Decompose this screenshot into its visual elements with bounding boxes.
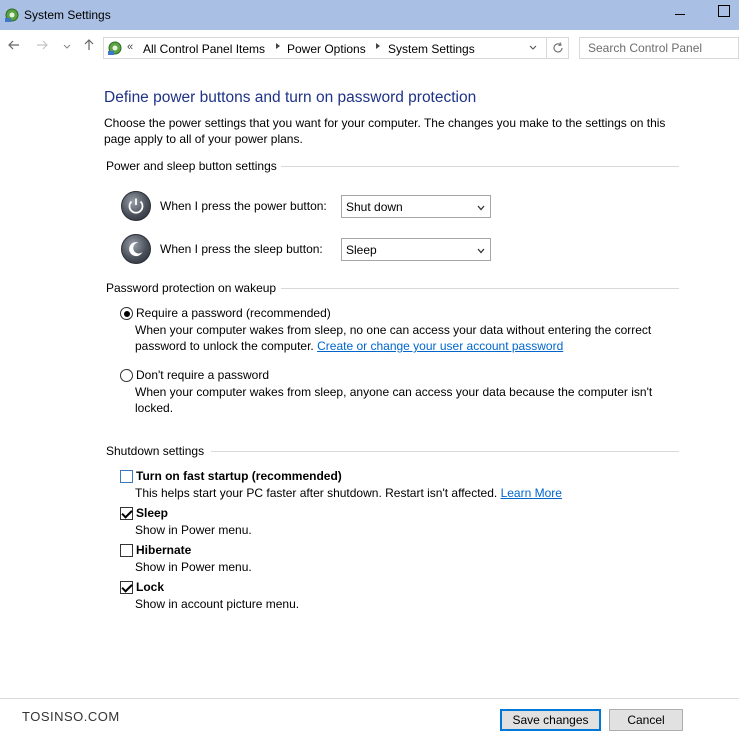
require-password-desc-text: When your computer wakes from sleep, no one can access your data without entering the correct password to unlock the computer. bbox=[135, 323, 652, 353]
sleep-button-select-value: Sleep bbox=[346, 243, 377, 257]
chevron-down-icon bbox=[477, 247, 485, 255]
save-changes-button[interactable]: Save changes bbox=[500, 709, 601, 731]
require-password-radio[interactable] bbox=[120, 307, 133, 320]
address-dropdown-chevron-icon[interactable] bbox=[528, 43, 538, 53]
navigation-bar bbox=[0, 30, 739, 66]
search-box[interactable] bbox=[579, 37, 739, 59]
lock-label[interactable]: Lock bbox=[136, 580, 165, 594]
back-arrow-icon[interactable] bbox=[5, 38, 23, 56]
password-section-heading: Password protection on wakeup bbox=[106, 281, 277, 295]
section-divider bbox=[211, 451, 679, 452]
breadcrumb-all-control-panel-items[interactable]: All Control Panel Items bbox=[143, 42, 266, 56]
breadcrumb-separator-icon[interactable] bbox=[374, 41, 382, 54]
section-divider bbox=[281, 288, 679, 289]
breadcrumb-overflow[interactable]: « bbox=[127, 41, 134, 53]
lock-checkbox[interactable] bbox=[120, 581, 133, 594]
chevron-down-icon bbox=[477, 204, 485, 212]
fast-startup-checkbox[interactable] bbox=[120, 470, 133, 483]
sleep-label[interactable]: Sleep bbox=[136, 506, 169, 520]
shutdown-section-heading: Shutdown settings bbox=[106, 444, 205, 458]
hibernate-label[interactable]: Hibernate bbox=[136, 543, 192, 557]
power-button-label: When I press the power button: bbox=[160, 199, 327, 213]
dont-require-password-radio[interactable] bbox=[120, 369, 133, 382]
fast-startup-description bbox=[135, 486, 562, 500]
window-title: System Settings bbox=[24, 8, 111, 22]
refresh-icon bbox=[551, 41, 565, 55]
sleep-button-label: When I press the sleep button: bbox=[160, 242, 323, 256]
fast-startup-label[interactable]: Turn on fast startup (recommended) bbox=[136, 469, 342, 483]
footer-bar bbox=[0, 699, 739, 738]
change-password-link[interactable]: Create or change your user account password bbox=[317, 339, 564, 353]
power-button-select[interactable] bbox=[341, 195, 491, 218]
intro-text: Choose the power settings that you want for your computer. The changes you make to the settings on this page apply to all of your power plans. bbox=[104, 116, 666, 146]
forward-arrow-icon[interactable] bbox=[33, 38, 51, 56]
watermark: TOSINSO.COM bbox=[22, 709, 120, 724]
search-input[interactable] bbox=[580, 38, 730, 58]
power-section-heading: Power and sleep button settings bbox=[106, 159, 277, 173]
minimize-button[interactable] bbox=[668, 3, 692, 25]
cancel-button[interactable]: Cancel bbox=[609, 709, 683, 731]
sleep-button-select[interactable] bbox=[341, 238, 491, 261]
page-title: Define power buttons and turn on password protection bbox=[104, 89, 477, 106]
address-bar[interactable] bbox=[103, 37, 569, 59]
hibernate-description: Show in Power menu. bbox=[135, 560, 252, 574]
sleep-description: Show in Power menu. bbox=[135, 523, 252, 537]
control-panel-icon bbox=[4, 7, 20, 23]
title-bar bbox=[0, 0, 739, 30]
sleep-button-icon bbox=[121, 234, 151, 264]
learn-more-link[interactable]: Learn More bbox=[500, 486, 562, 500]
lock-description: Show in account picture menu. bbox=[135, 597, 300, 611]
up-arrow-icon[interactable] bbox=[80, 38, 98, 56]
recent-locations-chevron-icon[interactable] bbox=[58, 38, 76, 56]
maximize-button[interactable] bbox=[712, 3, 736, 25]
hibernate-checkbox[interactable] bbox=[120, 544, 133, 557]
require-password-description bbox=[135, 322, 675, 354]
dont-require-password-description: When your computer wakes from sleep, anyone can access your data because the computer isn't locked. bbox=[135, 385, 653, 415]
control-panel-icon bbox=[107, 40, 123, 56]
require-password-label[interactable]: Require a password (recommended) bbox=[136, 306, 331, 320]
dont-require-password-label[interactable]: Don't require a password bbox=[136, 368, 270, 382]
breadcrumb-power-options[interactable]: Power Options bbox=[287, 42, 366, 56]
sleep-checkbox[interactable] bbox=[120, 507, 133, 520]
power-button-icon bbox=[121, 191, 151, 221]
breadcrumb-separator-icon[interactable] bbox=[274, 41, 282, 54]
power-button-select-value: Shut down bbox=[346, 200, 403, 214]
breadcrumb-system-settings[interactable]: System Settings bbox=[388, 42, 475, 56]
refresh-button[interactable] bbox=[546, 38, 568, 58]
section-divider bbox=[281, 166, 679, 167]
fast-startup-desc-text: This helps start your PC faster after shutdown. Restart isn't affected. bbox=[135, 486, 498, 500]
